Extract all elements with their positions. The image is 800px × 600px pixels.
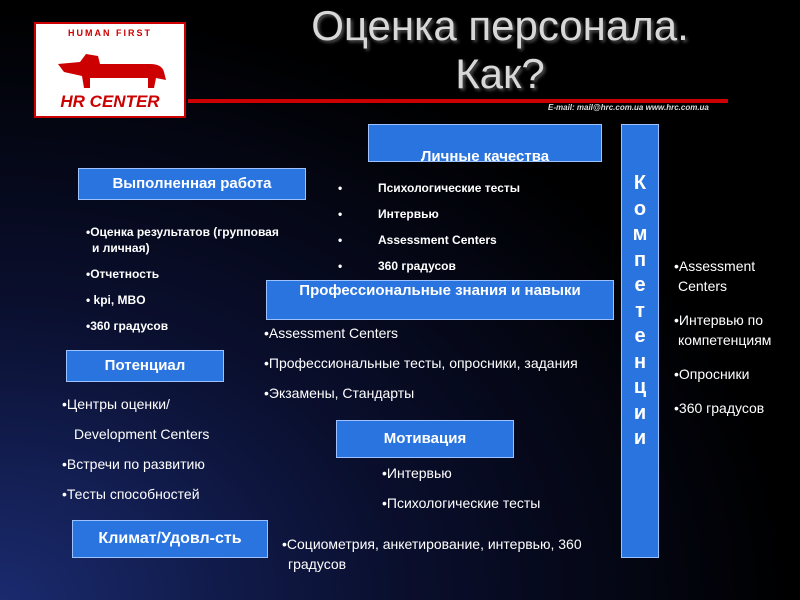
potential-item: •Тесты способностей bbox=[62, 486, 200, 502]
comp-item: •360 градусов bbox=[674, 400, 765, 416]
professional-list bbox=[264, 325, 578, 401]
hr-center-logo bbox=[34, 22, 186, 118]
competencies-list bbox=[674, 256, 771, 418]
competencies-letter: ц bbox=[633, 376, 647, 398]
potential-item: Development Centers bbox=[74, 426, 210, 442]
climate-item: •Социометрия, анкетирование, интервью, 360 bbox=[282, 536, 582, 552]
climate-list bbox=[282, 534, 582, 574]
motivation-item: •Интервью bbox=[382, 465, 452, 481]
page-title bbox=[240, 2, 760, 98]
motivation-box bbox=[336, 420, 514, 458]
title-line-1: Оценка персонала. bbox=[311, 2, 689, 49]
competencies-letter: и bbox=[633, 401, 647, 424]
potential-box bbox=[66, 350, 224, 382]
pq-item: Психологические тесты bbox=[378, 181, 520, 195]
climate-label: Климат/Удовл-сть bbox=[98, 530, 242, 547]
pq-item: Assessment Centers bbox=[378, 233, 497, 247]
comp-item: •Интервью по bbox=[674, 312, 764, 328]
potential-item: •Встречи по развитию bbox=[62, 456, 205, 472]
personal-qualities-box bbox=[368, 124, 602, 165]
competencies-letter: т bbox=[635, 299, 645, 322]
comp-item: компетенциям bbox=[678, 332, 772, 348]
cw-item: • kpi, MBO bbox=[86, 293, 146, 307]
personal-qualities-label: Личные качества bbox=[420, 148, 550, 165]
potential-item: •Центры оценки/ bbox=[62, 396, 170, 412]
title-line-2: Как? bbox=[455, 50, 545, 97]
potential-list bbox=[62, 396, 209, 502]
potential-label: Потенциал bbox=[104, 357, 186, 374]
contact-line: E-mail: mail@hrc.com.ua www.hrc.com.ua bbox=[548, 103, 709, 112]
competencies-letter: м bbox=[632, 223, 648, 245]
personal-qualities-list: • Психологические тесты • Интервью • Assessment Centers • 360 градусов bbox=[338, 181, 520, 273]
climate-item: градусов bbox=[288, 556, 347, 572]
climate-box bbox=[72, 520, 268, 558]
competencies-letter: п bbox=[633, 248, 647, 271]
dachshund-icon bbox=[50, 42, 172, 94]
cw-item: •Оценка результатов (групповая bbox=[86, 225, 279, 239]
competencies-letter: е bbox=[634, 274, 646, 296]
cw-item: •Отчетность bbox=[86, 267, 160, 281]
cw-item: •360 градусов bbox=[86, 319, 169, 333]
completed-work-list bbox=[86, 224, 279, 344]
comp-item: Centers bbox=[678, 278, 728, 294]
competencies-box bbox=[621, 124, 659, 558]
competencies-label bbox=[622, 125, 658, 452]
logo-bottom-text: HR CENTER bbox=[60, 92, 160, 111]
cw-item: и личная) bbox=[92, 241, 150, 255]
motivation-list bbox=[382, 465, 540, 511]
comp-item: •Опросники bbox=[674, 366, 750, 382]
competencies-letter: о bbox=[633, 197, 647, 220]
competencies-letter: н bbox=[633, 350, 647, 373]
completed-work-box bbox=[78, 168, 306, 200]
logo-top-text: HUMAN FIRST bbox=[68, 28, 152, 38]
competencies-letter: е bbox=[634, 325, 646, 347]
motivation-item: •Психологические тесты bbox=[382, 495, 541, 511]
comp-item: •Assessment bbox=[674, 258, 756, 274]
professional-label: Профессиональные знания и навыки bbox=[299, 282, 581, 299]
pq-item: Интервью bbox=[378, 207, 439, 221]
prof-item: •Экзамены, Стандарты bbox=[264, 385, 415, 401]
completed-work-label: Выполненная работа bbox=[112, 175, 272, 192]
competencies-letter: К bbox=[633, 172, 647, 194]
prof-item: •Assessment Centers bbox=[264, 325, 399, 341]
prof-item: •Профессиональные тесты, опросники, задания bbox=[264, 355, 578, 371]
professional-box bbox=[266, 280, 614, 320]
pq-item: 360 градусов bbox=[378, 259, 456, 273]
motivation-label: Мотивация bbox=[383, 430, 467, 447]
competencies-letter: и bbox=[633, 427, 647, 449]
